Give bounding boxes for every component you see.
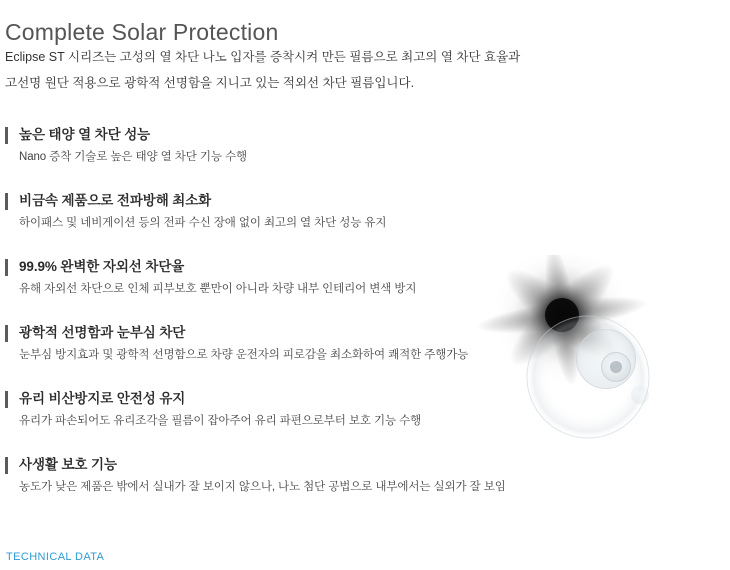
feature-description: 유리가 파손되어도 유리조각을 필름이 잡아주어 유리 파편으로부터 보호 기능 수행 xyxy=(19,415,422,427)
feature-item xyxy=(5,390,605,429)
intro-paragraph xyxy=(5,44,565,96)
page-title: Complete Solar Protection xyxy=(5,19,279,46)
feature-title: 비금속 제품으로 전파방해 최소화 xyxy=(19,193,212,208)
feature-title: 99.9% 완벽한 자외선 차단율 xyxy=(19,259,185,274)
intro-line-1: Eclipse ST 시리즈는 고성의 열 차단 나노 입자를 증착시켜 만든 필름으로 최고의 열 차단 효율과 xyxy=(5,50,521,64)
feature-description: 농도가 낮은 제품은 밖에서 실내가 잘 보이지 않으나, 나노 첨단 공법으로 내부에서는 실외가 잘 보임 xyxy=(19,481,506,493)
feature-title: 유리 비산방지로 안전성 유지 xyxy=(19,391,186,406)
feature-list xyxy=(5,126,605,522)
feature-description: 눈부심 방지효과 및 광학적 선명함으로 차량 운전자의 피로감을 최소화하여 쾌적한 주행가능 xyxy=(19,349,469,361)
feature-title: 사생활 보호 기능 xyxy=(19,457,117,472)
feature-item xyxy=(5,456,605,495)
feature-description: 유해 자외선 차단으로 인체 피부보호 뿐만이 아니라 차량 내부 인테리어 변색 방지 xyxy=(19,283,417,295)
feature-title: 높은 태양 열 차단 성능 xyxy=(19,127,151,142)
feature-title: 광학적 선명함과 눈부심 차단 xyxy=(19,325,186,340)
accent-bar-icon xyxy=(5,259,8,276)
accent-bar-icon xyxy=(5,457,8,474)
feature-description: Nano 증착 기술로 높은 태양 열 차단 기능 수행 xyxy=(19,151,247,163)
accent-bar-icon xyxy=(5,127,8,144)
accent-bar-icon xyxy=(5,391,8,408)
intro-line-2: 고선명 원단 적용으로 광학적 선명함을 지니고 있는 적외선 차단 필름입니다. xyxy=(5,76,415,90)
accent-bar-icon xyxy=(5,325,8,342)
accent-bar-icon xyxy=(5,193,8,210)
feature-item xyxy=(5,192,605,231)
feature-item xyxy=(5,258,605,297)
feature-description: 하이패스 및 네비게이션 등의 전파 수신 장애 없이 최고의 열 차단 성능 유지 xyxy=(19,217,387,229)
feature-item xyxy=(5,324,605,363)
feature-item xyxy=(5,126,605,165)
technical-data-link[interactable]: TECHNICAL DATA xyxy=(6,551,105,563)
